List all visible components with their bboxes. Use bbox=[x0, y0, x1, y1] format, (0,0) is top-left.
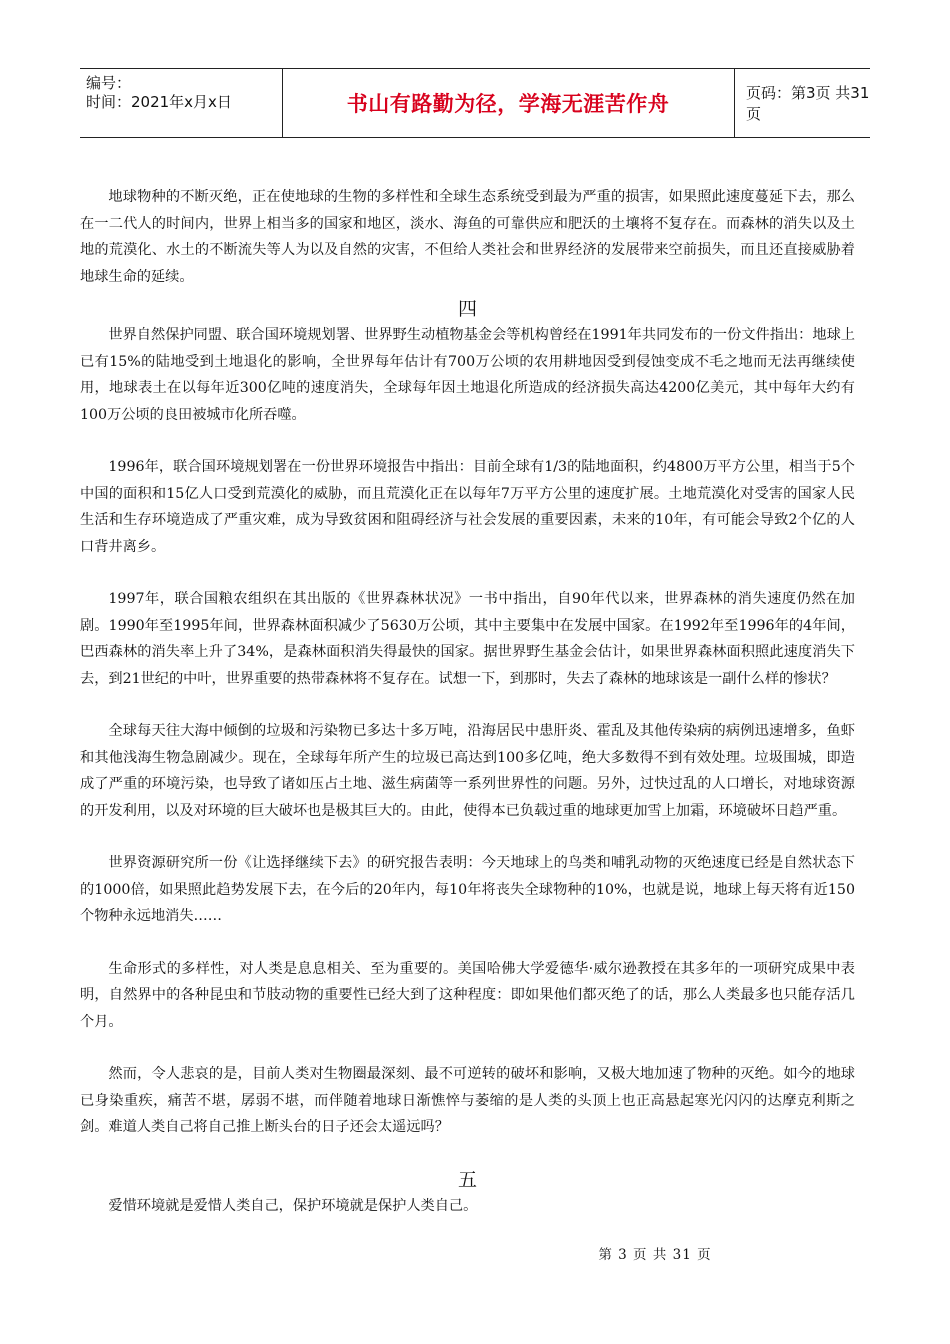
header-meta bbox=[80, 69, 283, 137]
document-body bbox=[80, 184, 855, 1219]
paragraph: 全球每天往大海中倾倒的垃圾和污染物已多达十多万吨，沿海居民中患肝炎、霍乱及其他传染病的病例迅速增多，鱼虾和其他浅海生物急剧减少。现在，全球每年所产生的垃圾已高达到100多亿吨，绝大多数得不到有效处理。垃圾围城，即造成了严重的环境污染，也导致了诸如压占土地、滋生病菌等一系列世界性的问题。另外，过快过乱的人口增长，对地球资源的开发利用，以及对环境的巨大破坏也是极其巨大的。由此，使得本已负载过重的地球更加雪上加霜，环境破坏日趋严重。 bbox=[80, 723, 855, 819]
footer-page-number: 第 3 页 共 31 页 bbox=[598, 1247, 712, 1263]
paragraph: 1996年，联合国环境规划署在一份世界环境报告中指出：目前全球有1/3的陆地面积，约4800万平方公里，相当于5个中国的面积和15亿人口受到荒漠化的威胁，而且荒漠化正在以每年7万平方公里的速度扩展。土地荒漠化对受害的国家人民生活和生存环境造成了严重灾难，成为导致贫困和阻碍经济与社会发展的重要因素，未来的10年，有可能会导致2个亿的人口背井离乡。 bbox=[80, 459, 855, 555]
paragraph: 1997年，联合国粮农组织在其出版的《世界森林状况》一书中指出，自90年代以来，世界森林的消失速度仍然在加剧。1990年至1995年间，世界森林面积减少了5630万公顷，其中主要集中在发展中国家。在1992年至1996年的4年间，巴西森林的消失率上升了34%，是森林面积消失得最快的国家。据世界野生基金会估计，如果世界森林面积照此速度消失下去，到21世纪的中叶，世界重要的热带森林将不复存在。试想一下，到那时，失去了森林的地球该是一副什么样的惨状？ bbox=[80, 591, 855, 687]
number-label: 编号： bbox=[86, 74, 132, 92]
paragraph: 世界自然保护同盟、联合国环境规划署、世界野生动植物基金会等机构曾经在1991年共同发布的一份文件指出：地球上已有15%的陆地受到土地退化的影响，全世界每年估计有700万公顷的农用耕地因受到侵蚀变成不毛之地而无法再继续使用，地球表土在以每年近300亿吨的速度消失，全球每年因土地退化所造成的经济损失高达4200亿美元，其中每年大约有100万公顷的良田被城市化所吞噬。 bbox=[80, 327, 855, 423]
paragraph: 地球物种的不断灭绝，正在使地球的生物的多样性和全球生态系统受到最为严重的损害，如果照此速度蔓延下去，那么在一二代人的时间内，世界上相当多的国家和地区，淡水、海鱼的可靠供应和肥沃的土壤将不复存在。而森林的消失以及土地的荒漠化、水土的不断流失等人为以及自然的灾害，不但给人类社会和世界经济的发展带来空前损失，而且还直接威胁着地球生命的延续。 bbox=[80, 189, 855, 285]
document-header bbox=[80, 68, 870, 138]
section-heading-4: 四 bbox=[457, 298, 477, 320]
paragraph: 世界资源研究所一份《让选择继续下去》的研究报告表明：今天地球上的鸟类和哺乳动物的灭绝速度已经是自然状态下的1000倍，如果照此趋势发展下去，在今后的20年内，每10年将丧失全球物种的10%，也就是说，地球上每天将有近150个物种永远地消失…… bbox=[80, 855, 855, 924]
section-heading-5: 五 bbox=[457, 1168, 477, 1191]
paragraph: 生命形式的多样性，对人类是息息相关、至为重要的。美国哈佛大学爱德华·威尔逊教授在其多年的一项研究成果中表明，自然界中的各种昆虫和节肢动物的重要性已经大到了这种程度：即如果他们都灭绝了的话，那么人类最多也只能存活几个月。 bbox=[80, 960, 855, 1030]
paragraph: 爱惜环境就是爱惜人类自己，保护环境就是保护人类自己。 bbox=[108, 1197, 478, 1214]
page-footer bbox=[0, 1243, 950, 1263]
date-label: 时间：2021年x月x日 bbox=[86, 93, 232, 111]
header-motto: 书山有路勤为径，学海无涯苦作舟 bbox=[282, 69, 735, 137]
header-page-info: 页码：第3页 共31页 bbox=[746, 84, 870, 123]
paragraph: 然而，令人悲哀的是，目前人类对生物圈最深刻、最不可逆转的破坏和影响，又极大地加速了物种的灭绝。如今的地球已身染重疾，痛苦不堪，孱弱不堪，而伴随着地球日渐憔悴与萎缩的是人类的头顶上也正高悬起寒光闪闪的达摩克利斯之剑。难道人类自己将自己推上断头台的日子还会太遥远吗？ bbox=[80, 1066, 855, 1135]
